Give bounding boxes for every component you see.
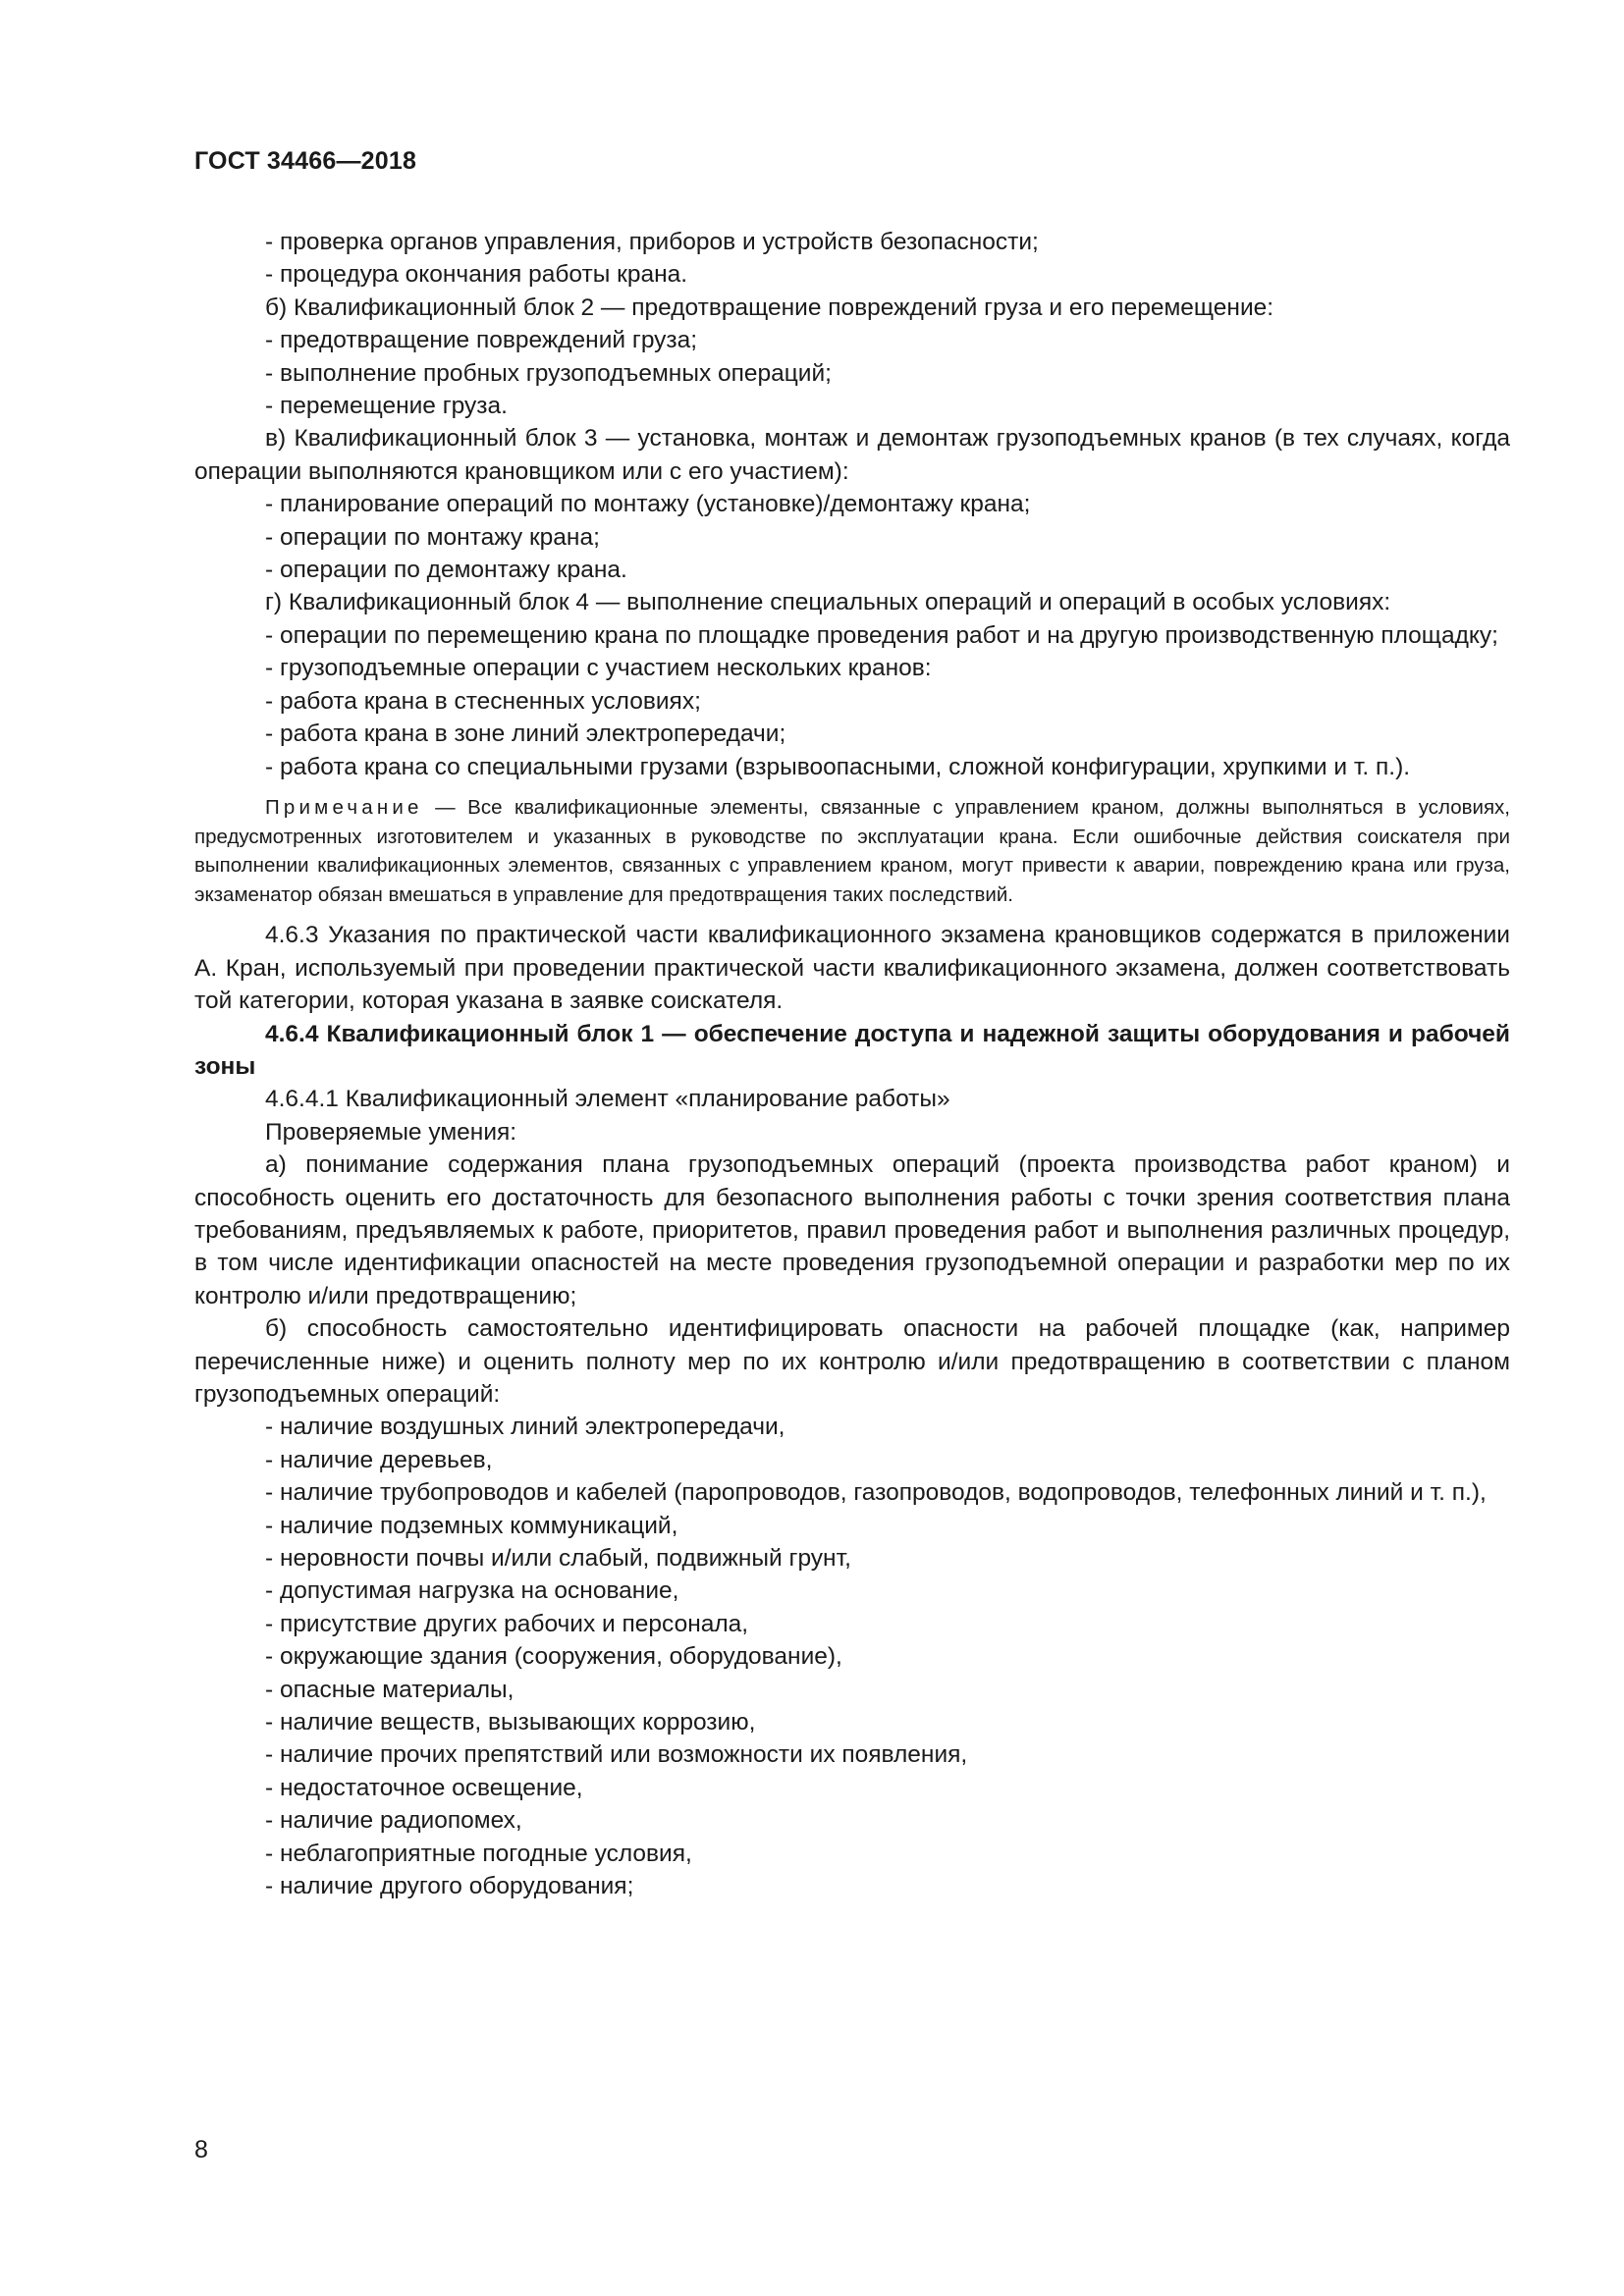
list-item: - проверка органов управления, приборов и устройств безопасности; xyxy=(265,229,1039,255)
block-2-heading: б) Квалификационный блок 2 — предотвращение повреждений груза и его перемещение: xyxy=(265,294,1274,321)
section-4-6-4-1-title: 4.6.4.1 Квалификационный элемент «планирование работы» xyxy=(265,1086,950,1113)
list-item: - грузоподъемные операции с участием нескольких кранов: xyxy=(265,655,932,682)
list-item: - операции по демонтажу крана. xyxy=(265,557,627,584)
list-item: - операции по монтажу крана; xyxy=(265,523,600,551)
hazard-item: - наличие другого оборудования; xyxy=(265,1873,634,1900)
hazard-item: - присутствие других рабочих и персонала, xyxy=(265,1610,749,1637)
page-number: 8 xyxy=(194,2136,208,2163)
hazard-item: - опасные материалы, xyxy=(265,1676,514,1703)
hazard-item: - неблагоприятные погодные условия, xyxy=(265,1840,692,1867)
section-4-6-4-title: 4.6.4 Квалификационный блок 1 — обеспечение доступа и надежной защиты оборудования и рабочей зоны xyxy=(194,1020,1510,1080)
list-item: - работа крана в стесненных условиях; xyxy=(265,687,701,715)
document-body xyxy=(194,226,1510,1902)
list-item: - процедура окончания работы крана. xyxy=(265,261,688,289)
note-paragraph xyxy=(194,793,1510,909)
note-text: — Все квалификационные элементы, связанные с управлением краном, должны выполняться в условиях, предусмотренных изготовителем и указанных в руководстве по эксплуатации крана. Если ошибочные действия соискателя при выполнении квалификационных элементов, связанных с управлением краном, могут привести к аварии, повреждению крана или груза, экзаменатор обязан вмешаться в управление для предотвращения таких последствий. xyxy=(194,795,1510,906)
hazard-item: - наличие прочих препятствий или возможности их появления, xyxy=(265,1741,968,1769)
list-item: - перемещение груза. xyxy=(265,393,508,420)
document-header: ГОСТ 34466—2018 xyxy=(194,147,417,175)
section-4-6-3: 4.6.3 Указания по практической части квалификационного экзамена крановщиков содержатся в приложении А. Кран, используемый при проведении практической части квалификационного экзамена, должен соответствовать той категории, которая указана в заявке соискателя. xyxy=(194,922,1510,1015)
list-item: - работа крана со специальными грузами (взрывоопасными, сложной конфигурации, хрупкими и т. п.). xyxy=(265,753,1411,780)
hazard-item: - наличие деревьев, xyxy=(265,1446,493,1473)
list-item: - операции по перемещению крана по площадке проведения работ и на другую производственную площадку; xyxy=(265,621,1498,649)
note-label: Примечание xyxy=(265,795,423,819)
hazard-item: - наличие радиопомех, xyxy=(265,1807,522,1835)
list-item: - планирование операций по монтажу (установке)/демонтажу крана; xyxy=(265,491,1031,518)
list-item: - предотвращение повреждений груза; xyxy=(265,327,698,354)
hazard-item: - недостаточное освещение, xyxy=(265,1774,583,1801)
block-3-heading: в) Квалификационный блок 3 — установка, монтаж и демонтаж грузоподъемных кранов (в тех случаях, когда операции выполняются крановщиком или с его участием): xyxy=(194,425,1510,485)
hazard-item: - наличие веществ, вызывающих коррозию, xyxy=(265,1709,756,1736)
hazard-item: - окружающие здания (сооружения, оборудование), xyxy=(265,1643,842,1671)
skill-b: б) способность самостоятельно идентифицировать опасности на рабочей площадке (как, например перечисленные ниже) и оценить полноту мер по их контролю и/или предотвращению в соответствии с планом грузоподъемных операций: xyxy=(194,1315,1510,1408)
hazard-item: - наличие трубопроводов и кабелей (паропроводов, газопроводов, водопроводов, телефонных линий и т. п.), xyxy=(265,1479,1487,1507)
skills-heading: Проверяемые умения: xyxy=(265,1118,517,1146)
hazard-item: - наличие подземных коммуникаций, xyxy=(265,1512,678,1539)
hazard-item: - допустимая нагрузка на основание, xyxy=(265,1577,679,1605)
skill-a: а) понимание содержания плана грузоподъемных операций (проекта производства работ краном) и способность оценить его достаточность для безопасного выполнения работы с точки зрения соответствия плана требованиям, предъявляемых к работе, приоритетов, правил проведения работ и выполнения различных процедур, в том числе идентификации опасностей на месте проведения грузоподъемной операции и разработки мер по их контролю и/или предотвращению; xyxy=(194,1151,1510,1309)
block-4-heading: г) Квалификационный блок 4 — выполнение специальных операций и операций в особых условиях: xyxy=(265,589,1391,616)
list-item: - выполнение пробных грузоподъемных операций; xyxy=(265,359,832,387)
hazard-item: - наличие воздушных линий электропередачи, xyxy=(265,1414,785,1441)
list-item: - работа крана в зоне линий электропередачи; xyxy=(265,721,786,748)
hazard-item: - неровности почвы и/или слабый, подвижный грунт, xyxy=(265,1545,851,1572)
